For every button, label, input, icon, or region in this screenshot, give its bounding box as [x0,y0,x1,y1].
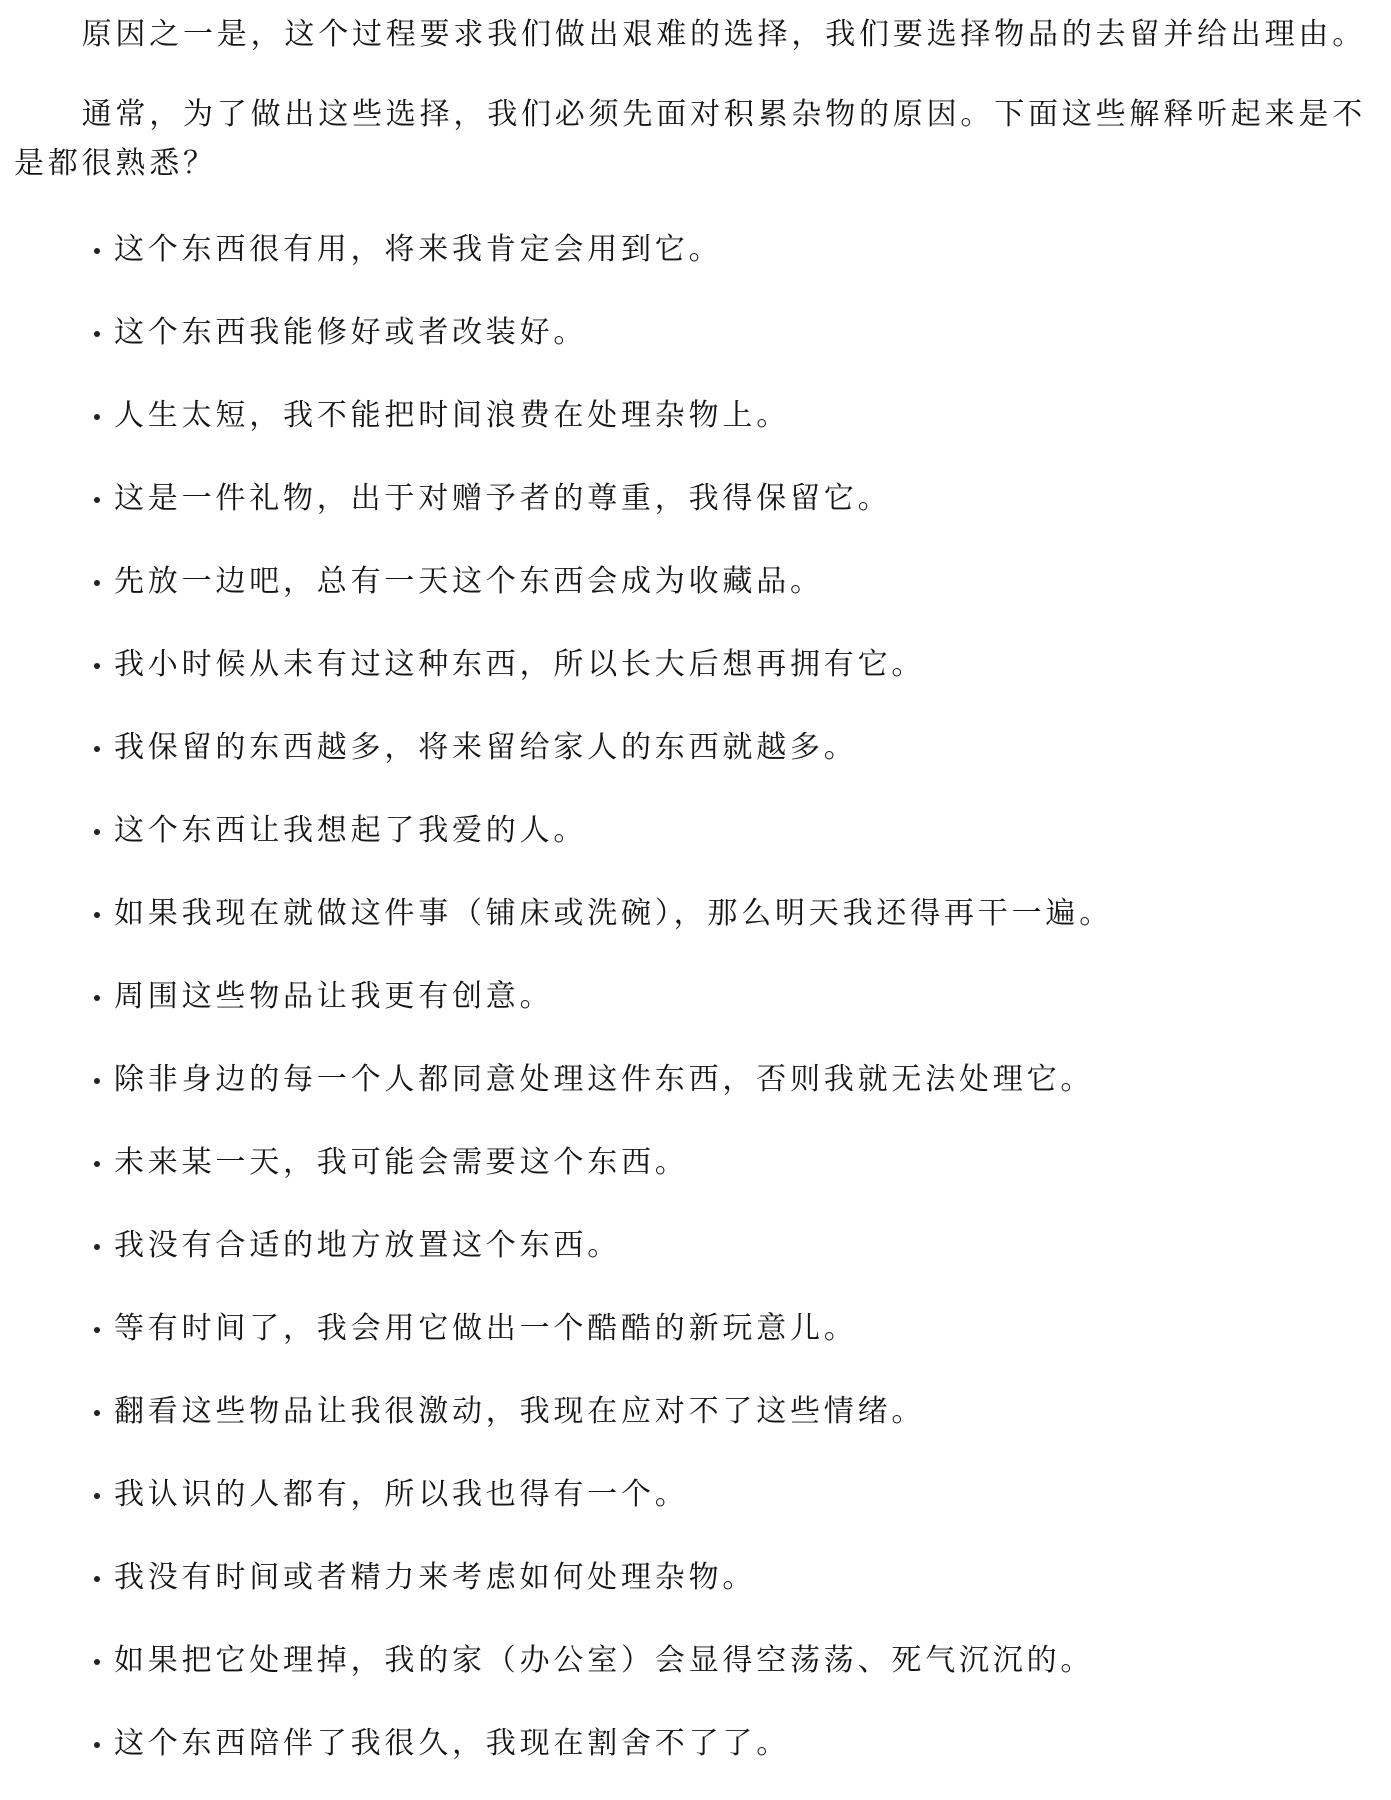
bullet-marker [94,1161,100,1167]
list-item-text: 我小时候从未有过这种东西，所以长大后想再拥有它。 [114,647,926,682]
list-item-text: 如果把它处理掉，我的家（办公室）会显得空荡荡、死气沉沉的。 [114,1643,1095,1678]
bullet-marker [94,1742,100,1748]
list-item [0,1370,1391,1453]
list-item [0,623,1391,706]
list-item-text: 这个东西我能修好或者改装好。 [114,315,588,350]
list-item [0,1038,1391,1121]
list-item [0,1287,1391,1370]
bullet-marker [94,663,100,669]
list-item [0,291,1391,374]
list-item [0,374,1391,457]
list-item-text: 周围这些物品让我更有创意。 [114,979,554,1014]
bullet-marker [94,1410,100,1416]
bullet-marker [94,1327,100,1333]
list-item-text: 我认识的人都有，所以我也得有一个。 [114,1477,689,1512]
list-item-text: 这个东西很有用，将来我肯定会用到它。 [114,232,723,267]
list-item-text: 除非身边的每一个人都同意处理这件东西，否则我就无法处理它。 [114,1062,1095,1097]
list-item [0,706,1391,789]
list-item-text: 如果我现在就做这件事（铺床或洗碗），那么明天我还得再干一遍。 [114,896,1113,931]
reason-list [0,208,1391,1785]
list-item-text: 这个东西让我想起了我爱的人。 [114,813,588,848]
list-item [0,208,1391,291]
list-item-text: 我没有合适的地方放置这个东西。 [114,1228,621,1263]
list-item [0,872,1391,955]
bullet-marker [94,414,100,420]
list-item-text: 先放一边吧，总有一天这个东西会成为收藏品。 [114,564,824,599]
list-item-text: 这个东西陪伴了我很久，我现在割舍不了了。 [114,1726,790,1761]
bullet-marker [94,1576,100,1582]
paragraph-question: 通常，为了做出这些选择，我们必须先面对积累杂物的原因。下面这些解释听起来是不是都很熟悉？ [14,97,1366,181]
bullet-marker [94,912,100,918]
bullet-marker [94,580,100,586]
list-item [0,1121,1391,1204]
list-item-text: 人生太短，我不能把时间浪费在处理杂物上。 [114,398,790,433]
bullet-marker [94,248,100,254]
bullet-marker [94,1659,100,1665]
list-item [0,1619,1391,1702]
list-item [0,955,1391,1038]
list-item-text: 未来某一天，我可能会需要这个东西。 [114,1145,689,1180]
bullet-marker [94,829,100,835]
list-item-text: 等有时间了，我会用它做出一个酷酷的新玩意儿。 [114,1311,858,1346]
bullet-marker [94,497,100,503]
paragraph-intro: 原因之一是，这个过程要求我们做出艰难的选择，我们要选择物品的去留并给出理由。 [81,17,1366,52]
list-item [0,789,1391,872]
list-item-text: 这是一件礼物，出于对赠予者的尊重，我得保留它。 [114,481,892,516]
list-item [0,1536,1391,1619]
list-item [0,1453,1391,1536]
list-item-text: 翻看这些物品让我很激动，我现在应对不了这些情绪。 [114,1394,926,1429]
bullet-marker [94,746,100,752]
list-item-text: 我保留的东西越多，将来留给家人的东西就越多。 [114,730,858,765]
bullet-marker [94,995,100,1001]
bullet-marker [94,1078,100,1084]
list-item [0,1702,1391,1785]
list-item [0,457,1391,540]
bullet-marker [94,331,100,337]
list-item-text: 我没有时间或者精力来考虑如何处理杂物。 [114,1560,757,1595]
bullet-marker [94,1244,100,1250]
bullet-marker [94,1493,100,1499]
list-item [0,540,1391,623]
list-item [0,1204,1391,1287]
